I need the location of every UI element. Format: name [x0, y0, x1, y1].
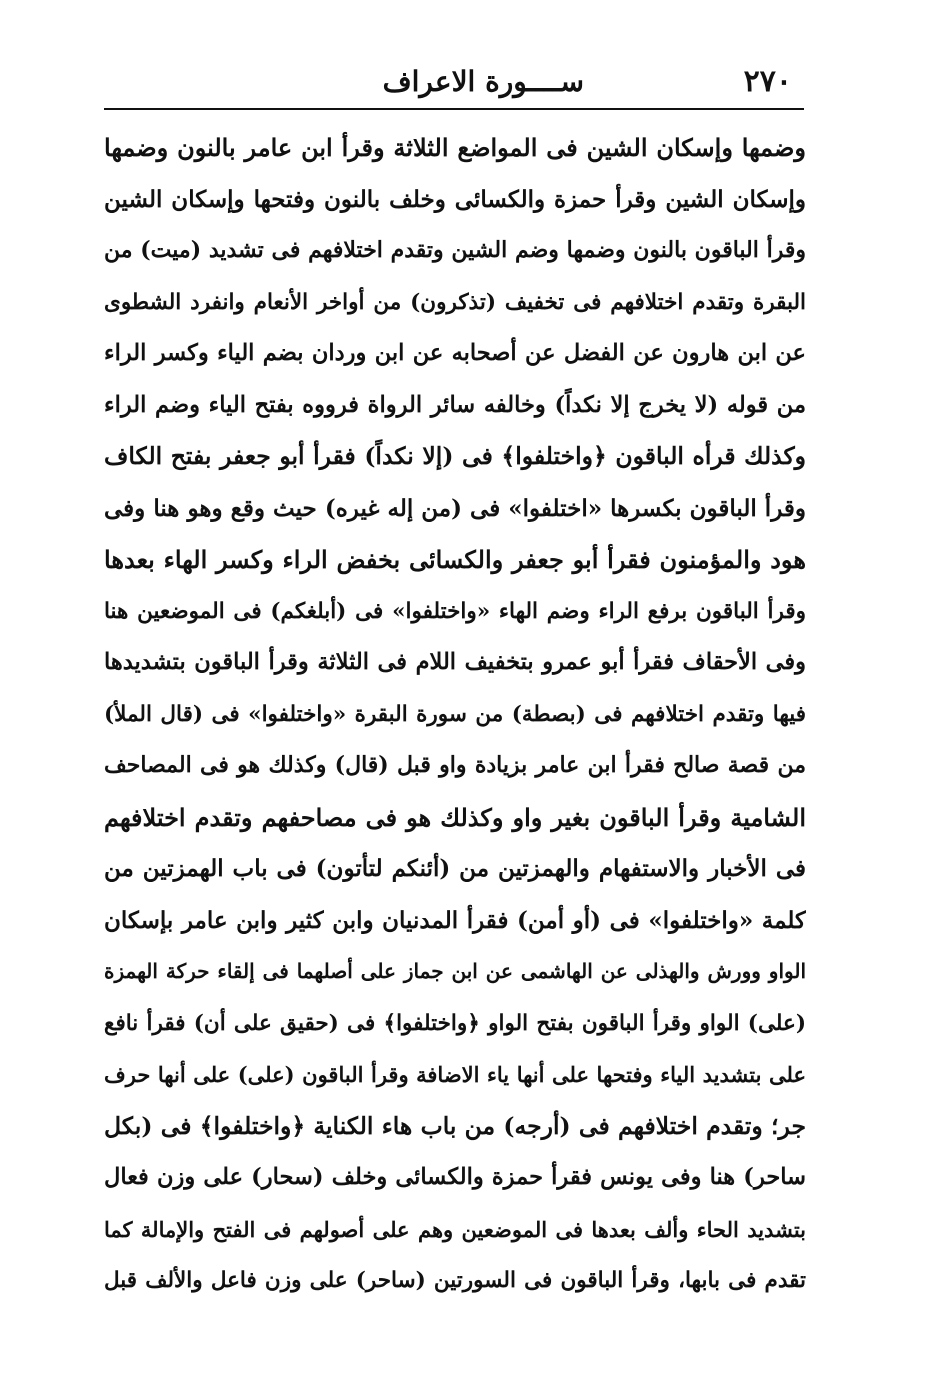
text-line: وقرأ الباقون بكسرها «اختلفوا» فى (من إله غيره) حيث وقع وهو هنا وفى [104, 494, 806, 522]
text-line: الشامية وقرأ الباقون بغير واو وكذلك هو فى مصاحفهم وتقدم اختلافهم [104, 802, 806, 832]
text-line: وقرأ الباقون برفع الراء وضم الهاء «واختلفوا» فى (أبلغكم) فى الموضعين هنا [104, 598, 806, 624]
page-header [104, 58, 804, 106]
text-line: الواو وورش والهذلى عن الهاشمى عن ابن جماز على أصلهما فى إلقاء حركة الهمزة [104, 959, 806, 983]
text-line: البقرة وتقدم اختلافهم فى تخفيف (تذكرون) من أواخر الأنعام وانفرد الشطوى [104, 289, 806, 315]
surah-title: ســــورة الاعراف [382, 65, 584, 98]
text-line: تقدم فى بابها، وقرأ الباقون فى السورتين (ساحر) على وزن فاعل والألف قبل [104, 1268, 806, 1293]
text-line: هود والمؤمنون فقرأ أبو جعفر والكسائى بخفض الراء وكسر الهاء بعدها [104, 545, 806, 574]
text-line: فى الأخبار والاستفهام والهمزتين من (أئنكم لتأتون) فى باب الهمزتين من [104, 855, 806, 882]
text-line: ساحر) هنا وفى يونس فقرأ حمزة والكسائى وخلف (سحار) على وزن فعال [104, 1164, 806, 1190]
text-line: وإسكان الشين وقرأ حمزة والكسائى وخلف بالنون وفتحها وإسكان الشين [104, 185, 806, 213]
text-line: وفى الأحقاف فقرأ أبو عمرو بتخفيف اللام فى الثلاثة وقرأ الباقون بتشديدها [104, 649, 806, 675]
text-line: من قوله (لا يخرج إلا نكداً) وخالفه سائر الرواة فرووه بفتح الياء وضم الراء [104, 391, 806, 418]
body-text [104, 122, 806, 1307]
text-line: كلمة «واختلفوا» فى (أو أمن) فقرأ المدنيان وابن كثير وابن عامر بإسكان [104, 906, 806, 934]
text-line: وكذلك قرأه الباقون ﴿واختلفوا﴾ فى (إلا نكداً) فقرأ أبو جعفر بفتح الكاف [104, 442, 806, 470]
text-line: بتشديد الحاء وألف بعدها فى الموضعين وهم على أصولهم فى الفتح والإمالة كما [104, 1216, 806, 1242]
text-line: من قصة صالح فقرأ ابن عامر بزيادة واو قبل (قال) وكذلك هو فى المصاحف [104, 752, 806, 778]
text-line: وقرأ الباقون بالنون وضمها وضم الشين وتقدم اختلافهم فى تشديد (ميت) من [104, 237, 806, 263]
text-line: جر؛ وتقدم اختلافهم فى (أرجه) من باب هاء الكناية ﴿واختلفوا﴾ فى (بكل [104, 1111, 806, 1140]
text-line: (على) الواو وقرأ الباقون بفتح الواو ﴿واختلفوا﴾ فى (حقيق على أن) فقرأ نافع [104, 1010, 806, 1036]
header-divider [104, 108, 804, 110]
text-line: عن ابن هارون عن الفضل عن أصحابه عن ابن وردان بضم الياء وكسر الراء [104, 340, 806, 366]
text-line: فيها وتقدم اختلافهم فى (بصطة) من سورة البقرة «واختلفوا» فى (قال الملأ) [104, 701, 806, 727]
text-line: وضمها وإسكان الشين فى المواضع الثلاثة وقرأ ابن عامر بالنون وضمها [104, 133, 806, 162]
page-number: ٢٧٠ [743, 64, 792, 99]
text-line: على بتشديد الياء وفتحها على أنها ياء الاضافة وقرأ الباقون (على) على أنها حرف [104, 1062, 806, 1087]
